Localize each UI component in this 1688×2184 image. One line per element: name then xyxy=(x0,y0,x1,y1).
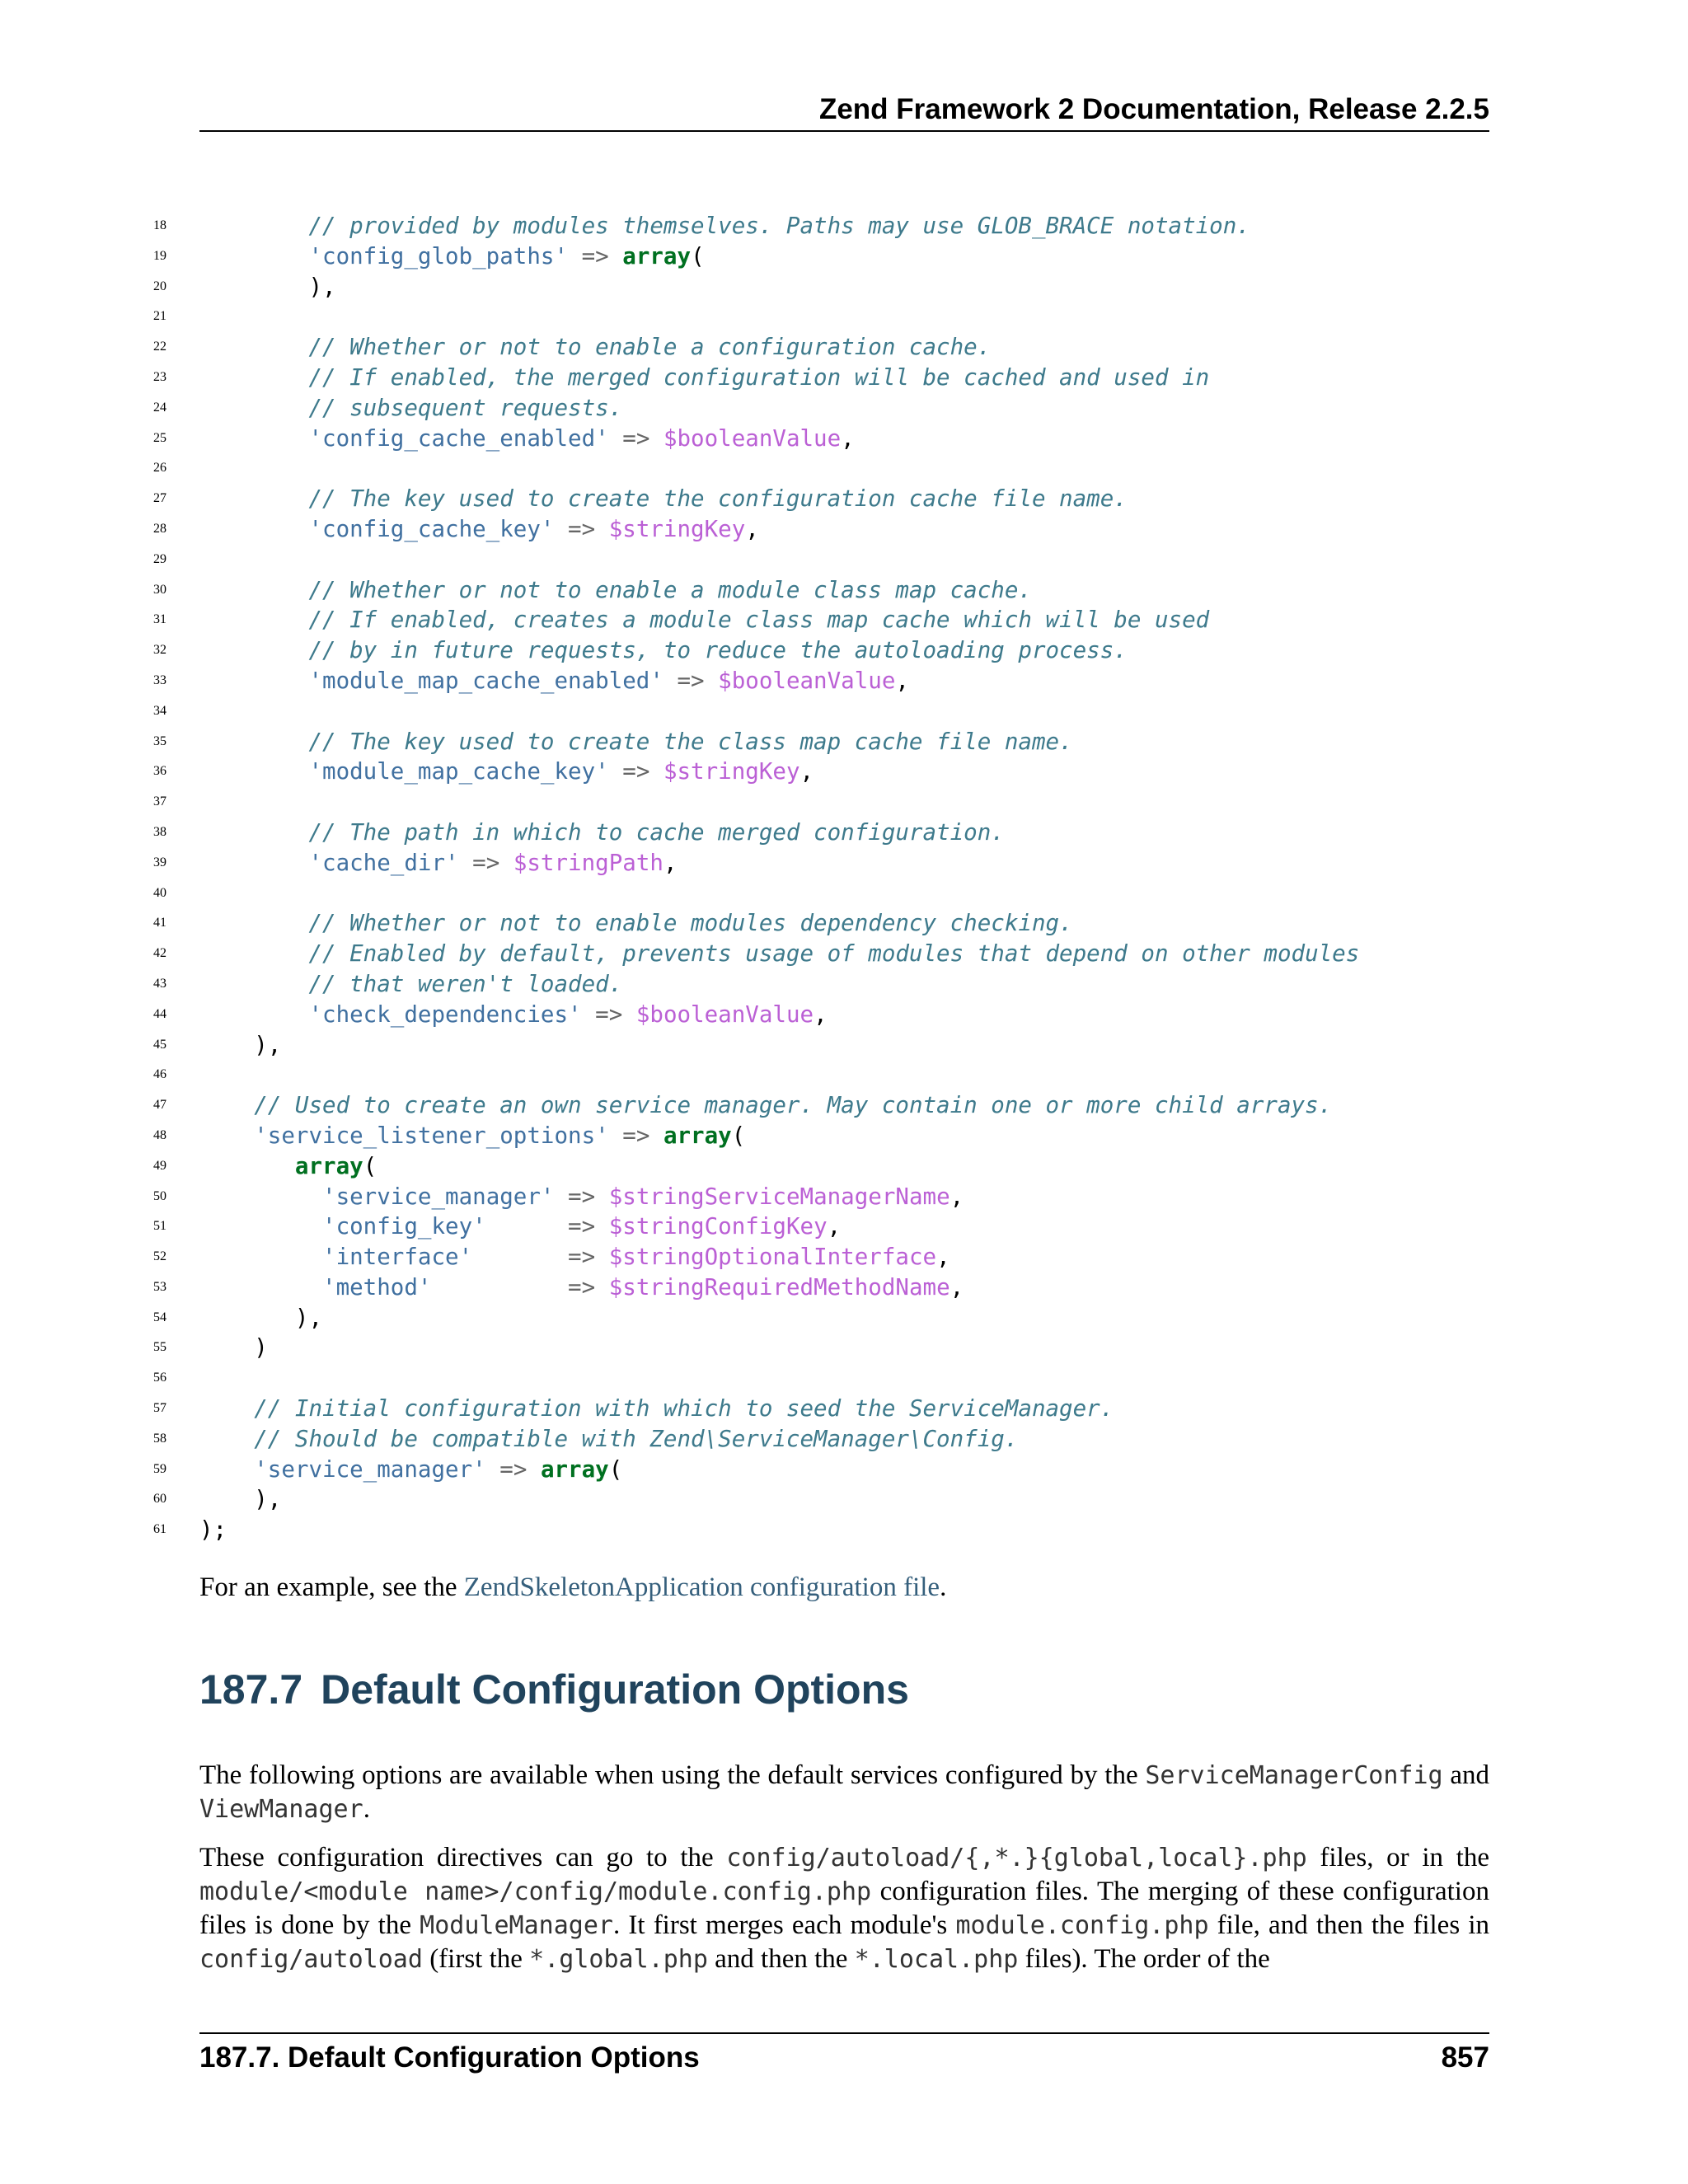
code-operator: => xyxy=(485,1455,541,1483)
line-number: 29 xyxy=(153,551,166,566)
code-line xyxy=(148,908,1500,939)
code-source xyxy=(199,575,1032,606)
code-string: 'module_map_cache_enabled' xyxy=(308,667,663,694)
code-punct: , xyxy=(895,667,909,694)
code-variable: $stringRequiredMethodName xyxy=(608,1273,950,1301)
line-number: 25 xyxy=(153,430,166,445)
line-number: 41 xyxy=(153,916,166,930)
p2-text: These configuration directives can go to the xyxy=(199,1843,727,1872)
code-variable: $booleanValue xyxy=(663,424,842,452)
code-string: 'interface' xyxy=(322,1244,473,1271)
code-variable: $stringOptionalInterface xyxy=(608,1244,937,1271)
line-number: 58 xyxy=(153,1431,166,1446)
code-string: 'method' xyxy=(322,1273,432,1301)
example-prefix: For an example, see the xyxy=(199,1572,464,1602)
code-line xyxy=(148,696,1500,727)
p2-text: configuration files. The merging of these configuration files is done by the xyxy=(199,1877,1489,1940)
code-line xyxy=(148,393,1500,424)
code-source xyxy=(199,393,622,424)
line-number: 46 xyxy=(153,1067,166,1082)
code-punct xyxy=(199,577,308,603)
code-line xyxy=(148,363,1500,393)
line-number: 18 xyxy=(153,218,166,232)
code-variable: $stringKey xyxy=(663,758,800,785)
code-punct xyxy=(199,819,308,846)
code-punct xyxy=(199,425,308,452)
line-number: 57 xyxy=(153,1401,166,1416)
code-punct: ), xyxy=(199,1304,323,1331)
code-line xyxy=(148,1090,1500,1121)
code-line xyxy=(148,1303,1500,1333)
example-paragraph xyxy=(199,1571,1489,1604)
code-variable: $booleanValue xyxy=(635,1001,814,1028)
code-source xyxy=(199,1000,828,1030)
line-number: 34 xyxy=(153,703,166,718)
code-source xyxy=(199,1272,964,1303)
code-punct: ), xyxy=(199,1031,282,1058)
code-line xyxy=(148,1455,1500,1485)
section-heading xyxy=(199,1661,909,1718)
code-operator: => xyxy=(608,424,663,452)
code-comment: // subsequent requests. xyxy=(308,394,623,421)
p2-code-config-autoload: config/autoload xyxy=(199,1945,423,1974)
code-line xyxy=(148,272,1500,302)
code-source xyxy=(199,514,759,545)
code-operator: => xyxy=(554,515,609,542)
code-comment: // provided by modules themselves. Paths may use GLOB_BRACE notation. xyxy=(308,213,1250,239)
code-punct xyxy=(199,850,308,876)
code-punct: , xyxy=(827,1213,842,1240)
code-punct xyxy=(199,334,308,360)
code-keyword: array xyxy=(622,242,692,269)
p1-text: . xyxy=(363,1794,370,1824)
code-line xyxy=(148,453,1500,484)
code-punct xyxy=(486,1213,568,1240)
code-comment: // Whether or not to enable a module class map cache. xyxy=(308,576,1032,603)
code-punct xyxy=(199,1183,322,1210)
code-line xyxy=(148,1394,1500,1424)
code-line xyxy=(148,969,1500,1000)
code-punct xyxy=(199,1213,322,1240)
code-punct xyxy=(199,758,308,785)
line-number: 53 xyxy=(153,1279,166,1294)
code-punct xyxy=(199,485,308,512)
code-line xyxy=(148,575,1500,606)
p2-text: . It first merges each module's xyxy=(612,1910,956,1940)
line-number: 33 xyxy=(153,673,166,687)
code-source xyxy=(199,1455,622,1485)
line-number: 23 xyxy=(153,369,166,384)
line-number: 19 xyxy=(153,248,166,263)
p2-code-module-config-path: module/<module name>/config/module.config.php xyxy=(199,1877,872,1906)
line-number: 22 xyxy=(153,340,166,354)
code-punct: , xyxy=(841,424,855,452)
p2-code-autoload-glob: config/autoload/{,*.}{global,local}.php xyxy=(726,1844,1307,1872)
code-operator: => xyxy=(568,242,623,269)
code-line xyxy=(148,1242,1500,1272)
code-line xyxy=(148,879,1500,909)
code-line xyxy=(148,241,1500,272)
code-comment: // Used to create an own service manager. May contain one or more child arrays. xyxy=(254,1092,1333,1119)
code-source xyxy=(199,1151,377,1182)
footer-section: 187.7. Default Configuration Options xyxy=(199,2041,700,2074)
code-source xyxy=(199,1424,1018,1455)
code-source xyxy=(199,332,991,363)
code-comment: // The key used to create the class map cache file name. xyxy=(308,728,1073,755)
code-punct xyxy=(199,971,308,997)
code-line xyxy=(148,757,1500,787)
code-punct xyxy=(199,1456,254,1483)
running-header: Zend Framework 2 Documentation, Release 2.2.5 xyxy=(818,93,1489,125)
line-number: 49 xyxy=(153,1158,166,1173)
code-line xyxy=(148,332,1500,363)
code-punct: , xyxy=(814,1001,828,1028)
line-number: 42 xyxy=(153,946,166,961)
line-number: 30 xyxy=(153,582,166,597)
code-line xyxy=(148,939,1500,969)
code-string: 'config_key' xyxy=(322,1213,486,1240)
section-title: Default Configuration Options xyxy=(321,1666,909,1713)
code-string: 'config_glob_paths' xyxy=(308,242,569,269)
code-punct xyxy=(199,1092,254,1118)
code-punct: ( xyxy=(608,1455,623,1483)
line-number: 20 xyxy=(153,279,166,293)
code-punct xyxy=(199,213,308,239)
code-variable: $stringConfigKey xyxy=(608,1213,828,1240)
code-source xyxy=(199,424,855,454)
line-number: 59 xyxy=(153,1461,166,1476)
code-string: 'config_cache_enabled' xyxy=(308,424,609,452)
p1-text: The following options are available when using the default services configured by the xyxy=(199,1760,1146,1790)
code-operator: => xyxy=(608,758,663,785)
code-punct xyxy=(199,940,308,967)
p2-code-module-config: module.config.php xyxy=(955,1911,1209,1940)
code-line xyxy=(148,1272,1500,1303)
code-source xyxy=(199,1212,841,1242)
line-number: 31 xyxy=(153,612,166,627)
code-punct: , xyxy=(745,515,759,542)
line-number: 54 xyxy=(153,1310,166,1324)
code-comment: // Whether or not to enable a configuration cache. xyxy=(308,334,992,361)
code-comment: // If enabled, the merged configuration will be cached and used in xyxy=(308,363,1210,391)
code-line xyxy=(148,848,1500,879)
code-variable: $booleanValue xyxy=(718,667,896,694)
code-variable: $stringKey xyxy=(608,515,746,542)
code-line xyxy=(148,424,1500,454)
line-number: 26 xyxy=(153,461,166,476)
code-line xyxy=(148,1484,1500,1515)
code-punct: ( xyxy=(731,1122,746,1149)
line-number: 40 xyxy=(153,885,166,900)
line-number: 39 xyxy=(153,855,166,869)
p1-code-viewmanager: ViewManager xyxy=(199,1795,363,1824)
code-source xyxy=(199,1303,322,1333)
code-punct xyxy=(199,1244,322,1270)
code-source xyxy=(199,666,909,696)
code-source xyxy=(199,241,705,272)
code-punct: , xyxy=(799,758,814,785)
code-punct xyxy=(199,1274,322,1301)
code-string: 'config_cache_key' xyxy=(308,515,555,542)
code-punct xyxy=(199,243,308,269)
line-number: 48 xyxy=(153,1127,166,1142)
line-number: 52 xyxy=(153,1249,166,1264)
line-number: 47 xyxy=(153,1098,166,1113)
code-string: 'cache_dir' xyxy=(308,849,459,876)
code-line xyxy=(148,1424,1500,1455)
code-line xyxy=(148,1333,1500,1363)
code-punct: ), xyxy=(199,1486,282,1513)
code-punct xyxy=(199,1395,254,1422)
code-punct xyxy=(199,607,308,633)
line-number: 60 xyxy=(153,1492,166,1507)
code-source xyxy=(199,848,678,879)
line-number: 38 xyxy=(153,824,166,839)
code-punct: ( xyxy=(691,242,705,269)
code-string: 'service_manager' xyxy=(254,1455,486,1483)
code-comment: // The path in which to cache merged configuration. xyxy=(308,818,1005,846)
section-number: 187.7 xyxy=(199,1666,303,1713)
code-comment: // The key used to create the configuration cache file name. xyxy=(308,485,1128,513)
code-source xyxy=(199,1030,281,1061)
code-keyword: array xyxy=(540,1455,609,1483)
code-operator: => xyxy=(554,1183,609,1210)
code-source xyxy=(199,272,336,302)
code-operator: => xyxy=(568,1273,609,1301)
code-punct xyxy=(199,910,308,936)
code-punct: , xyxy=(936,1244,950,1271)
line-number: 32 xyxy=(153,643,166,658)
line-number: 37 xyxy=(153,794,166,809)
code-source xyxy=(199,484,1128,514)
code-operator: => xyxy=(568,1244,609,1271)
p2-code-global-php: *.global.php xyxy=(529,1945,708,1974)
p1-code-servicemanagerconfig: ServiceManagerConfig xyxy=(1145,1761,1443,1790)
code-line xyxy=(148,666,1500,696)
code-punct: ) xyxy=(199,1334,268,1361)
line-number: 27 xyxy=(153,491,166,506)
line-number: 24 xyxy=(153,400,166,415)
code-source xyxy=(199,605,1209,635)
code-line xyxy=(148,787,1500,818)
code-punct xyxy=(199,1426,254,1452)
code-line xyxy=(148,727,1500,757)
code-source xyxy=(199,363,1209,393)
code-source xyxy=(199,1333,268,1363)
code-string: 'check_dependencies' xyxy=(308,1001,582,1028)
code-line xyxy=(148,635,1500,666)
code-string: 'module_map_cache_key' xyxy=(308,758,609,785)
code-punct: , xyxy=(950,1273,964,1301)
code-punct xyxy=(472,1244,568,1270)
code-line xyxy=(148,1515,1500,1545)
code-line xyxy=(148,1182,1500,1212)
code-source xyxy=(199,1182,964,1212)
page-number: 857 xyxy=(1441,2041,1489,2074)
code-punct: , xyxy=(663,849,678,876)
intro-paragraph xyxy=(199,1759,1489,1826)
code-punct xyxy=(431,1274,568,1301)
code-source xyxy=(199,908,1073,939)
line-number: 61 xyxy=(153,1522,166,1537)
code-line xyxy=(148,302,1500,332)
code-punct xyxy=(199,1001,308,1028)
code-operator: => xyxy=(568,1213,609,1240)
code-punct xyxy=(199,1153,295,1179)
example-suffix: . xyxy=(940,1572,947,1602)
code-keyword: array xyxy=(294,1152,363,1179)
code-source xyxy=(199,1121,745,1151)
code-operator: => xyxy=(663,667,719,694)
code-operator: => xyxy=(458,849,513,876)
code-keyword: array xyxy=(663,1122,732,1149)
code-line xyxy=(148,1151,1500,1182)
p1-text: and xyxy=(1442,1760,1489,1790)
code-punct: , xyxy=(950,1183,964,1210)
code-line xyxy=(148,545,1500,575)
code-comment: // Initial configuration with which to seed the ServiceManager. xyxy=(254,1395,1114,1422)
code-punct: ( xyxy=(363,1152,377,1179)
code-line xyxy=(148,484,1500,514)
config-file-link[interactable]: ZendSkeletonApplication configuration file xyxy=(463,1572,940,1602)
code-source xyxy=(199,939,1359,969)
code-line xyxy=(148,605,1500,635)
code-block xyxy=(148,211,1500,1545)
code-comment: // Whether or not to enable modules dependency checking. xyxy=(308,910,1073,937)
code-comment: // by in future requests, to reduce the autoloading process. xyxy=(308,637,1128,664)
code-line xyxy=(148,818,1500,848)
code-comment: // that weren't loaded. xyxy=(308,970,623,997)
p2-text: files, or in the xyxy=(1306,1843,1489,1872)
code-source xyxy=(199,969,622,1000)
code-line xyxy=(148,211,1500,241)
code-source xyxy=(199,818,1005,848)
line-number: 28 xyxy=(153,521,166,536)
code-string: 'service_manager' xyxy=(322,1183,555,1210)
code-punct xyxy=(199,729,308,755)
code-comment: // Enabled by default, prevents usage of modules that depend on other modules xyxy=(308,940,1360,968)
p2-text: files). The order of the xyxy=(1018,1944,1270,1974)
code-source xyxy=(199,757,814,787)
p2-text: and then the xyxy=(707,1944,855,1974)
code-source xyxy=(199,211,1250,241)
line-number: 43 xyxy=(153,976,166,991)
line-number: 45 xyxy=(153,1037,166,1052)
directives-paragraph xyxy=(199,1841,1489,1976)
code-source xyxy=(199,1484,281,1515)
p2-text: file, and then the files in xyxy=(1208,1910,1489,1940)
footer-rule xyxy=(199,2032,1489,2034)
code-variable: $stringServiceManagerName xyxy=(608,1183,950,1210)
code-source xyxy=(199,1515,227,1545)
code-source xyxy=(199,1090,1332,1121)
line-number: 35 xyxy=(153,733,166,748)
code-punct: ); xyxy=(199,1516,227,1544)
code-punct xyxy=(199,637,308,663)
header-rule xyxy=(199,130,1489,132)
code-source xyxy=(199,1394,1114,1424)
p2-code-modulemanager: ModuleManager xyxy=(420,1911,613,1940)
code-line xyxy=(148,514,1500,545)
code-variable: $stringPath xyxy=(513,849,663,876)
code-source xyxy=(199,635,1128,666)
code-line xyxy=(148,1212,1500,1242)
line-number: 56 xyxy=(153,1371,166,1385)
code-punct xyxy=(199,668,308,694)
code-line xyxy=(148,1363,1500,1394)
code-operator: => xyxy=(581,1001,636,1028)
code-comment: // If enabled, creates a module class map cache which will be used xyxy=(308,607,1210,634)
code-source xyxy=(199,1242,950,1272)
line-number: 36 xyxy=(153,764,166,779)
code-string: 'service_listener_options' xyxy=(254,1122,609,1149)
line-number: 51 xyxy=(153,1219,166,1234)
line-number: 50 xyxy=(153,1188,166,1203)
code-line xyxy=(148,1060,1500,1090)
code-punct xyxy=(199,395,308,421)
code-line xyxy=(148,1000,1500,1030)
p2-code-local-php: *.local.php xyxy=(854,1945,1019,1974)
line-number: 44 xyxy=(153,1006,166,1021)
code-punct xyxy=(199,516,308,542)
code-comment: // Should be compatible with Zend\ServiceManager\Config. xyxy=(254,1425,1019,1452)
code-line xyxy=(148,1030,1500,1061)
p2-text: (first the xyxy=(422,1944,530,1974)
code-punct xyxy=(199,1122,254,1149)
line-number: 55 xyxy=(153,1340,166,1355)
code-operator: => xyxy=(608,1122,663,1149)
code-punct: ), xyxy=(199,273,336,300)
code-line xyxy=(148,1121,1500,1151)
code-punct xyxy=(199,364,308,391)
line-number: 21 xyxy=(153,309,166,324)
code-source xyxy=(199,727,1073,757)
